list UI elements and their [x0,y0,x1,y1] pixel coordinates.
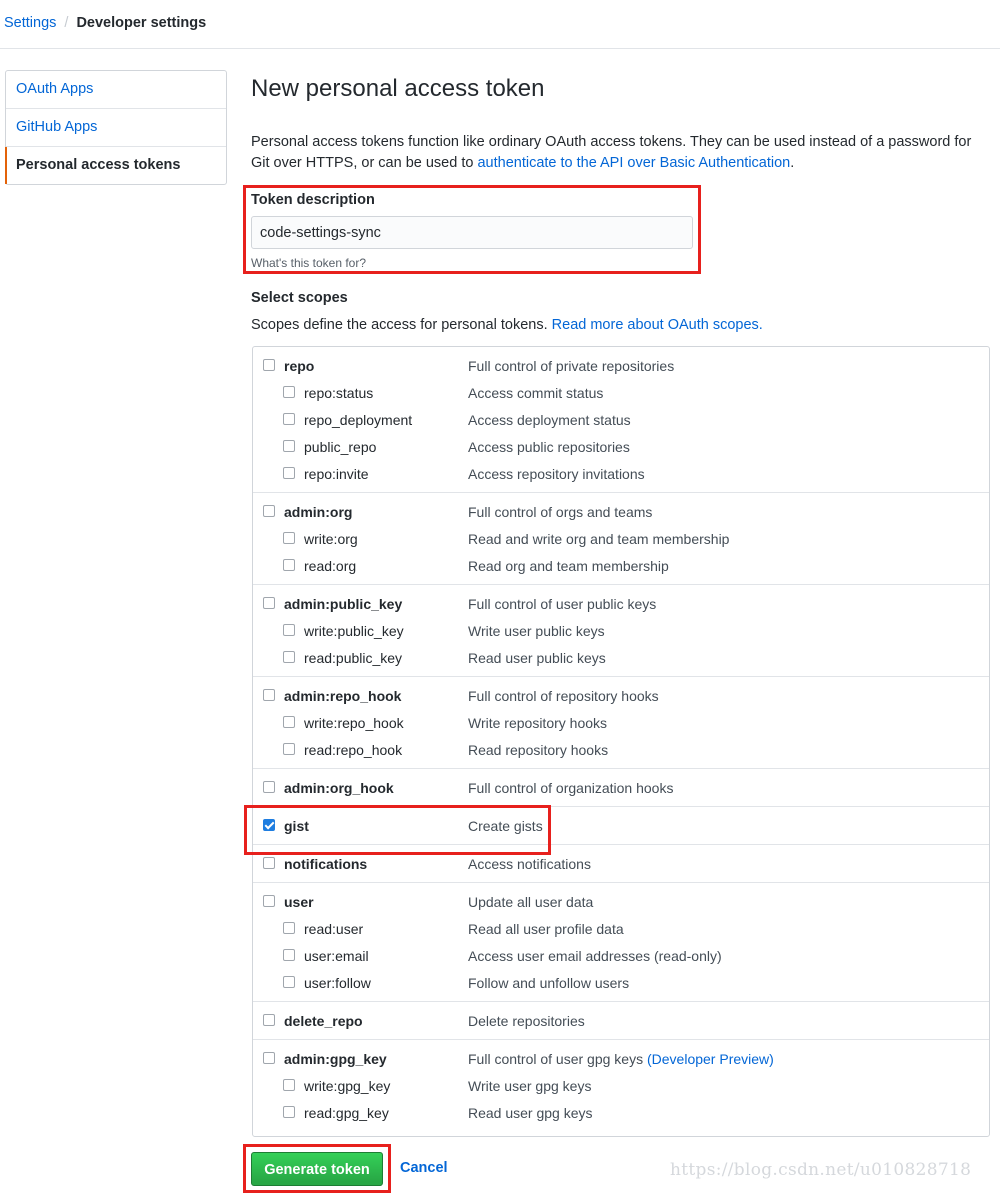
sub-scope-row [253,915,989,942]
token-description-hint: What's this token for? [251,256,367,270]
scope-group [253,769,989,807]
scope-description-text: Access repository invitations [468,466,645,482]
scope-checkbox[interactable] [263,1014,275,1026]
scope-row [253,590,989,617]
scope-name[interactable]: read:repo_hook [304,742,403,758]
watermark: https://blog.csdn.net/u010828718 [670,1160,972,1180]
scope-description-text: Full control of repository hooks [468,688,659,704]
scope-description-text: Read and write org and team membership [468,531,730,547]
scope-name[interactable]: user:follow [304,975,371,991]
scope-description-text: Write repository hooks [468,715,608,731]
breadcrumb [4,13,206,33]
menu-item-oauth-apps[interactable]: OAuth Apps [6,71,226,109]
scope-checkbox[interactable] [263,857,275,869]
scope-checkbox[interactable] [263,781,275,793]
sub-scope-row [253,644,989,671]
scope-description-text: Read repository hooks [468,742,609,758]
gist-highlight-box [244,805,551,855]
scope-group [253,1040,989,1131]
scope-description-text: Full control of organization hooks [468,780,674,796]
scope-description-text: Access user email addresses (read-only) [468,948,722,964]
token-description-label: Token description [251,192,375,208]
scopes-description [251,317,763,333]
scope-checkbox[interactable] [283,949,295,961]
scope-description-text: Access public repositories [468,439,630,455]
scope-description [468,742,608,758]
scope-description [468,1051,774,1067]
scope-description [468,358,674,374]
scope-description [468,975,629,991]
scope-checkbox[interactable] [283,413,295,425]
scope-name[interactable]: admin:public_key [284,596,403,612]
scope-row [253,498,989,525]
scope-description [468,504,652,520]
scope-description-text: Full control of private repositories [468,358,675,374]
scope-checkbox[interactable] [283,559,295,571]
scope-checkbox[interactable] [263,359,275,371]
scope-checkbox[interactable] [283,716,295,728]
scope-checkbox[interactable] [283,743,295,755]
scope-checkbox[interactable] [283,976,295,988]
scope-name[interactable]: user:email [304,948,369,964]
scope-group [253,585,989,677]
scope-row [253,774,989,801]
scope-name[interactable]: admin:gpg_key [284,1051,387,1067]
scope-name[interactable]: user [284,894,314,910]
scope-description [468,948,722,964]
scope-checkbox[interactable] [283,440,295,452]
sub-scope-row [253,406,989,433]
sub-scope-row [253,552,989,579]
scope-description [468,623,605,639]
scope-description [468,1013,585,1029]
scope-row [253,1045,989,1072]
developer-preview-link[interactable]: (Developer Preview) [646,1051,774,1067]
scope-description-text: Full control of user gpg keys [468,1051,647,1067]
scope-description [468,1078,591,1094]
header-divider [0,48,1000,49]
sub-scope-row [253,1072,989,1099]
scope-name[interactable]: notifications [284,856,368,872]
scope-name[interactable]: write:repo_hook [304,715,404,731]
scope-description [468,558,669,574]
scope-checkbox[interactable] [283,651,295,663]
scope-name[interactable]: admin:org_hook [284,780,394,796]
scope-description [468,531,729,547]
scope-name[interactable]: read:user [304,921,364,937]
scope-description-text: Access deployment status [468,412,631,428]
scope-description-text: Full control of user public keys [468,596,657,612]
scope-name[interactable]: read:org [304,558,357,574]
scope-description-text: Follow and unfollow users [468,975,630,991]
scope-description [468,439,630,455]
scope-description [468,412,631,428]
scope-description-text: Access notifications [468,856,591,872]
scope-row [253,352,989,379]
scope-group [253,883,989,1002]
scope-description [468,650,606,666]
page-title: New personal access token [251,75,545,102]
scopes-list [252,346,990,1137]
scopes-description-text: Scopes define the access for personal tokens. [251,317,552,333]
scope-description [468,715,607,731]
scope-name[interactable]: repo:status [304,385,374,401]
scope-checkbox[interactable] [263,597,275,609]
scope-name[interactable]: public_repo [304,439,377,455]
scope-checkbox[interactable] [283,624,295,636]
scope-description-text: Write user public keys [468,623,605,639]
scope-name[interactable]: read:gpg_key [304,1105,389,1121]
scope-description [468,596,656,612]
scope-name[interactable]: delete_repo [284,1013,363,1029]
scope-description-text: Full control of orgs and teams [468,504,653,520]
sub-scope-row [253,617,989,644]
scope-group [253,493,989,585]
scope-description [468,780,673,796]
scope-description-text: Update all user data [468,894,594,910]
sub-scope-row [253,460,989,487]
scope-description-text: Read org and team membership [468,558,669,574]
scope-name[interactable]: read:public_key [304,650,403,666]
breadcrumb-separator: / [64,15,69,31]
sub-scope-row [253,736,989,763]
intro-text: Personal access tokens function like ordinary OAuth access tokens. They can be used instead of a password for Git over HTTPS, or can be used to [251,134,972,171]
sub-scope-row [253,969,989,996]
scope-group [253,677,989,769]
scope-row [253,1007,989,1034]
menu-item-personal-access-tokens[interactable]: Personal access tokens [6,147,226,184]
scope-name[interactable]: repo:invite [304,466,369,482]
scope-description-text: Read all user profile data [468,921,624,937]
scope-description-text: Write user gpg keys [468,1078,592,1094]
breadcrumb-current: Developer settings [76,15,207,31]
scope-description [468,856,591,872]
scope-checkbox[interactable] [283,467,295,479]
scope-name[interactable]: repo [284,358,315,374]
oauth-scopes-link[interactable]: Read more about OAuth scopes. [551,317,763,333]
scope-name[interactable]: write:public_key [304,623,404,639]
developer-settings-menu [5,70,227,185]
select-scopes-heading: Select scopes [251,290,348,306]
scope-description-text: Create gists [468,818,543,834]
scope-checkbox[interactable] [283,1106,295,1118]
sub-scope-row [253,1099,989,1126]
scope-checkbox[interactable] [283,922,295,934]
scope-description-text: Access commit status [468,385,604,401]
scope-name[interactable]: repo_deployment [304,412,413,428]
scope-description [468,1105,593,1121]
scope-description [468,894,593,910]
intro-end: . [790,155,795,171]
scope-description [468,688,659,704]
scope-description [468,466,645,482]
scope-checkbox[interactable] [283,386,295,398]
scope-name[interactable]: gist [284,818,309,834]
scope-name[interactable]: write:gpg_key [304,1078,391,1094]
generate-token-button[interactable]: Generate token [251,1152,383,1186]
scope-row [253,888,989,915]
sub-scope-row [253,709,989,736]
sub-scope-row [253,379,989,406]
intro-paragraph [251,132,986,174]
scope-checkbox[interactable] [263,1052,275,1064]
scope-description-text: Delete repositories [468,1013,585,1029]
scope-description [468,385,603,401]
scope-row [253,682,989,709]
token-description-input[interactable] [251,216,693,249]
basic-auth-link[interactable]: authenticate to the API over Basic Authentication [477,155,791,171]
scope-name[interactable]: write:org [304,531,358,547]
scope-checkbox[interactable] [263,689,275,701]
scope-description-text: Read user public keys [468,650,606,666]
scope-name[interactable]: admin:repo_hook [284,688,402,704]
scope-checkbox[interactable] [263,895,275,907]
breadcrumb-settings-link[interactable]: Settings [4,15,57,31]
scope-checkbox[interactable] [283,1079,295,1091]
scope-group [253,347,989,493]
menu-item-github-apps[interactable]: GitHub Apps [6,109,226,147]
scope-description [468,921,624,937]
scope-name[interactable]: admin:org [284,504,353,520]
cancel-link[interactable]: Cancel [400,1160,448,1176]
scope-group [253,1002,989,1040]
sub-scope-row [253,525,989,552]
scope-checkbox[interactable] [283,532,295,544]
scope-checkbox[interactable] [263,505,275,517]
scope-description-text: Read user gpg keys [468,1105,593,1121]
sub-scope-row [253,942,989,969]
sub-scope-row [253,433,989,460]
